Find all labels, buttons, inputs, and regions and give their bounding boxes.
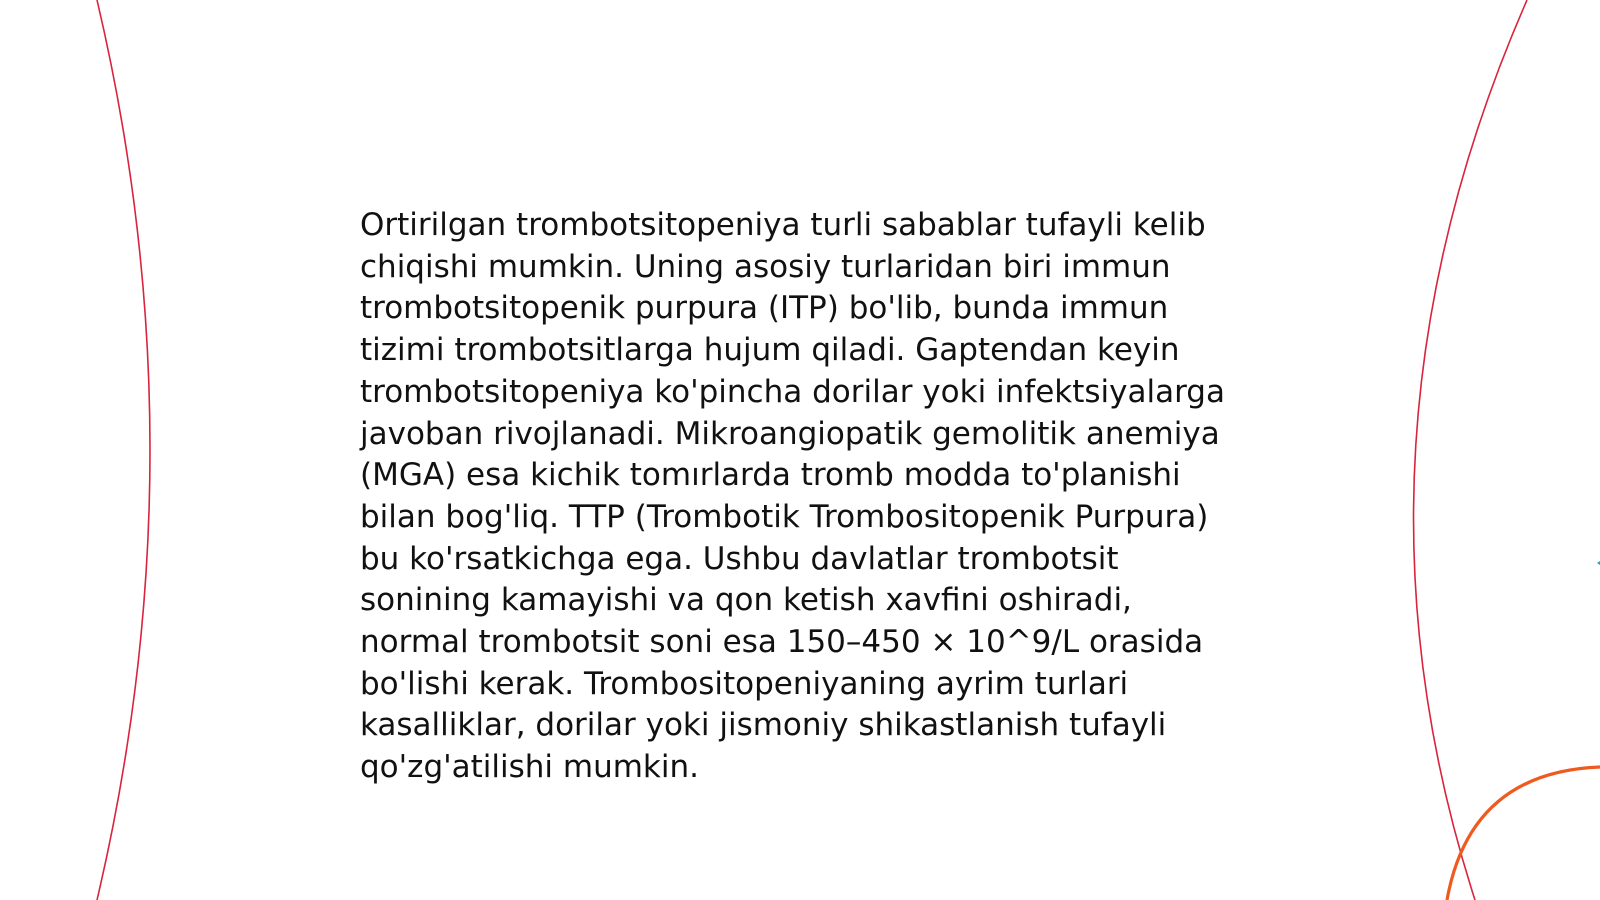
right-arc-line [1414,0,1527,900]
left-arc-line [97,0,150,900]
body-paragraph: Ortirilgan trombotsitopeniya turli sabablar tufayli kelib chiqishi mumkin. Uning asosiy turlaridan biri immun trombotsitopenik purpura (ITP) bo'lib, bunda immun tizimi trombotsitlarga hujum qiladi. Gaptendan keyin trombotsitopeniya ko'pincha dorilar yoki infektsiyalarga javoban rivojlanadi. Mikroangiopatik gemolitik anemiya (MGA) esa kichik tomırlarda tromb modda to'planishi bilan bog'liq. TTP (Trombotik Trombositopenik Purpura) bu ko'rsatkichga ega. Ushbu davlatlar trombotsit sonining kamayishi va qon ketish xavfini oshiradi, normal trombotsit soni esa 150–450 × 10^9/L orasida bo'lishi kerak. Trombositopeniyaning ayrim turlari kasalliklar, dorilar yoki jismoniy shikastlanish tufayli qo'zg'atilishi mumkin. [360,207,1225,786]
orange-arc-line [1447,767,1600,900]
